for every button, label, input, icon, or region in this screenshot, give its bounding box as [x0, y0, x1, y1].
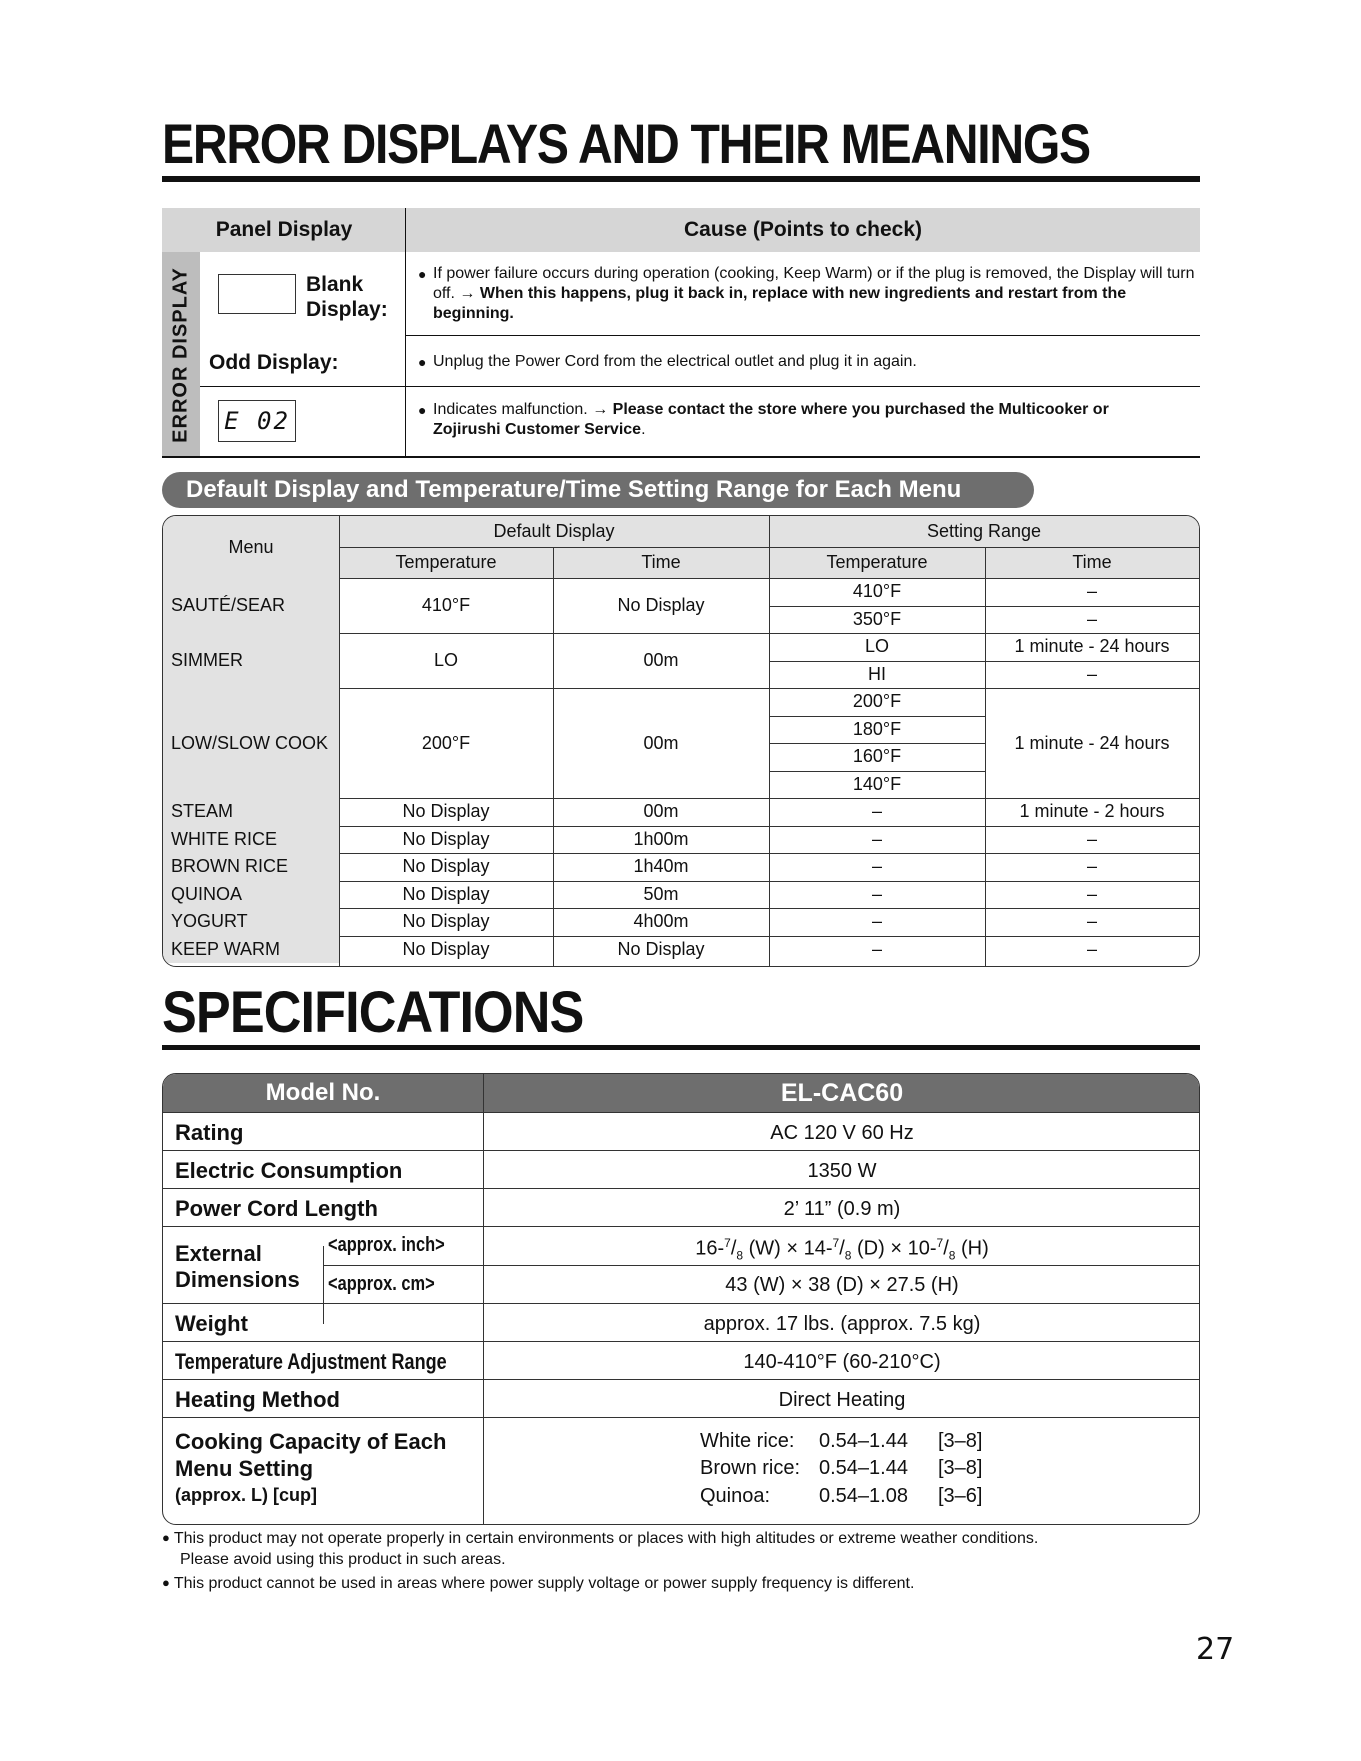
model-no-label: Model No. [265, 1079, 381, 1106]
menu-name: KEEP WARM [171, 938, 281, 959]
header-range-time: Time [1072, 552, 1112, 572]
default-time: 50m [643, 883, 679, 904]
row-divider [163, 1150, 1200, 1151]
rating-value: AC 120 V 60 Hz [770, 1122, 914, 1144]
menu-name: LOW/SLOW COOK [171, 732, 329, 753]
header-range-temperature: Temperature [826, 552, 928, 572]
error-display-side-label: ERROR DISPLAY [162, 252, 200, 457]
default-temperature: No Display [402, 883, 490, 904]
note-2: ● This product cannot be used in areas where power supply voltage or power supply frequency is different. [162, 1575, 915, 1592]
default-temperature: No Display [402, 828, 490, 849]
range-temperature: – [871, 828, 882, 849]
capacity-label-2: Menu Setting [175, 1456, 314, 1481]
range-temperature: 140°F [852, 773, 902, 794]
cord-value: 2’ 11” (0.9 m) [783, 1198, 901, 1220]
range-time: – [1086, 938, 1097, 959]
menu-name: YOGURT [171, 911, 248, 932]
default-temperature: No Display [402, 856, 490, 877]
capacity-cups: [3–6] [938, 1485, 983, 1507]
range-temperature: LO [864, 636, 889, 657]
note-1: ● This product may not operate properly in certain environments or places with high altitudes or extreme weather conditions. [162, 1530, 1039, 1547]
cause-power-failure: ● If power failure occurs during operation (cooking, Keep Warm) or if the plug is removed, the Display will turn off. → When this happens, plug it back in, replace with new ingredients and restart from the beginning. [418, 265, 1195, 322]
blank-display-label: Blank Display: [306, 273, 388, 321]
menu-name: QUINOA [171, 883, 243, 904]
cause-malfunction: ● Indicates malfunction. → Please contact the store where you purchased the Multicooker or Zojirushi Customer Service. [418, 401, 1109, 438]
menu-name: WHITE RICE [171, 828, 277, 849]
weight-label: Weight [175, 1311, 248, 1336]
default-time: No Display [617, 938, 705, 959]
range-temperature: 160°F [852, 746, 902, 767]
default-time: 00m [643, 650, 679, 670]
odd-display-label: Odd Display: [209, 351, 339, 374]
default-time: 4h00m [633, 911, 689, 932]
default-temperature: No Display [402, 801, 490, 822]
default-time: 00m [643, 801, 679, 822]
column-divider [553, 547, 554, 967]
default-time: 00m [643, 732, 679, 753]
row-divider [163, 1379, 1200, 1380]
header-setting-range: Setting Range [926, 521, 1042, 541]
dims-cm-value: 43 (W) × 38 (D) × 27.5 (H) [725, 1274, 959, 1296]
range-time: 1 minute - 24 hours [1014, 732, 1170, 753]
default-time: 1h40m [633, 856, 689, 877]
range-temperature: 410°F [852, 581, 902, 602]
capacity-liters: 0.54–1.44 [819, 1457, 908, 1479]
menu-name: BROWN RICE [171, 856, 288, 877]
capacity-name: Brown rice: [700, 1457, 801, 1479]
specifications-rule [162, 1045, 1200, 1050]
menu-name: STEAM [171, 801, 234, 822]
dims-inch-value: $16-^7/_8$ $(W) \times 14-^7/_8$ $(D) \times 10-^7/_8$ (H) [695, 1236, 989, 1263]
bullet-icon: ● [418, 354, 427, 370]
error-table-header [162, 208, 1200, 252]
cord-label: Power Cord Length [175, 1196, 378, 1221]
row-divider [200, 386, 1200, 387]
header-cause: Cause (Points to check) [683, 218, 923, 241]
capacity-cups: [3–8] [938, 1457, 983, 1479]
default-time: 1h00m [633, 828, 689, 849]
column-divider [769, 516, 770, 967]
range-time: 1 minute - 2 hours [1019, 801, 1165, 822]
default-time: No Display [617, 595, 705, 615]
cause-unplug: ● Unplug the Power Cord from the electrical outlet and plug it in again. [418, 353, 917, 370]
default-temperature: 200°F [421, 732, 471, 753]
range-temperature: HI [868, 663, 886, 684]
bullet-icon: ● [162, 1530, 170, 1545]
blank-display-box [218, 274, 296, 314]
range-temperature: – [871, 938, 882, 959]
sub-row-divider [769, 716, 985, 717]
bullet-icon: ● [162, 1575, 170, 1590]
range-time: – [1086, 883, 1097, 904]
rating-label: Rating [175, 1120, 244, 1145]
header-menu: Menu [228, 536, 274, 557]
range-temperature: – [871, 883, 882, 904]
temp-range-value: 140-410°F (60-210°C) [743, 1351, 941, 1373]
header-default-time: Time [641, 552, 681, 572]
heating-value: Direct Heating [778, 1389, 906, 1411]
dims-label-1: External [175, 1241, 262, 1266]
range-temperature: 350°F [852, 608, 902, 629]
column-divider [405, 208, 406, 457]
range-time: – [1086, 856, 1097, 877]
capacity-name: White rice: [700, 1430, 795, 1452]
spec-header [163, 1074, 1200, 1112]
sub-row-divider [769, 743, 985, 744]
row-divider [406, 335, 1200, 336]
range-time: – [1086, 608, 1097, 629]
default-temperature: LO [433, 650, 458, 670]
consumption-value: 1350 W [807, 1160, 877, 1182]
row-divider [163, 1112, 1200, 1113]
range-time: – [1086, 581, 1097, 602]
model-no-value: EL-CAC60 [780, 1079, 904, 1107]
table-bottom-rule [162, 456, 1200, 458]
header-default-display: Default Display [493, 521, 615, 541]
capacity-liters: 0.54–1.08 [819, 1485, 908, 1507]
error-display-table [162, 208, 1200, 457]
range-temperature: – [871, 801, 882, 822]
range-time: – [1086, 828, 1097, 849]
range-time: – [1086, 663, 1097, 684]
note-1-cont: Please avoid using this product in such areas. [180, 1551, 506, 1568]
row-divider [163, 1226, 1200, 1227]
row-divider [163, 1303, 1200, 1304]
range-temperature: – [871, 911, 882, 932]
heating-label: Heating Method [175, 1387, 340, 1412]
error-code-display: E 02 [218, 400, 296, 442]
row-divider [163, 1341, 1200, 1342]
capacity-label-3: (approx. L) [cup] [175, 1485, 317, 1505]
row-divider [323, 1265, 1200, 1266]
range-temperature: 200°F [852, 691, 902, 712]
default-display-heading: Default Display and Temperature/Time Setting Range for Each Menu [162, 472, 1034, 508]
dims-cm-label: <approx. cm> [328, 1273, 435, 1295]
weight-value: approx. 17 lbs. (approx. 7.5 kg) [703, 1313, 981, 1335]
default-display-table [162, 515, 1200, 967]
consumption-label: Electric Consumption [175, 1158, 403, 1183]
column-divider [985, 547, 986, 967]
range-time: – [1086, 911, 1097, 932]
dims-inch-label: <approx. inch> [328, 1234, 445, 1256]
page-number: 27 [1196, 1632, 1235, 1667]
capacity-label-1: Cooking Capacity of Each [175, 1429, 447, 1454]
default-temperature: No Display [402, 938, 490, 959]
column-divider [339, 516, 340, 967]
specifications-table [162, 1073, 1200, 1525]
range-temperature: 180°F [852, 718, 902, 739]
bullet-icon: ● [418, 402, 427, 418]
default-temperature: No Display [402, 911, 490, 932]
header-default-temperature: Temperature [395, 552, 497, 572]
page-title: ERROR DISPLAYS AND THEIR MEANINGS [162, 112, 1090, 175]
bullet-icon: ● [418, 266, 427, 282]
row-divider [163, 1417, 1200, 1418]
menu-name: SIMMER [171, 650, 243, 670]
header-panel-display: Panel Display [215, 218, 353, 241]
capacity-liters: 0.54–1.44 [819, 1430, 908, 1452]
dims-label-2: Dimensions [175, 1267, 300, 1292]
range-temperature: – [871, 856, 882, 877]
dims-subdivider [323, 1246, 324, 1324]
default-temperature: 410°F [421, 595, 471, 615]
capacity-name: Quinoa: [700, 1485, 771, 1507]
menu-name: SAUTÉ/SEAR [171, 595, 286, 615]
capacity-cups: [3–8] [938, 1430, 983, 1452]
temp-range-label: Temperature Adjustment Range [175, 1349, 447, 1374]
title-rule [162, 176, 1200, 182]
range-time: 1 minute - 24 hours [1014, 636, 1170, 657]
sub-row-divider [769, 771, 985, 772]
row-divider [163, 1188, 1200, 1189]
specifications-title: SPECIFICATIONS [162, 980, 584, 1045]
